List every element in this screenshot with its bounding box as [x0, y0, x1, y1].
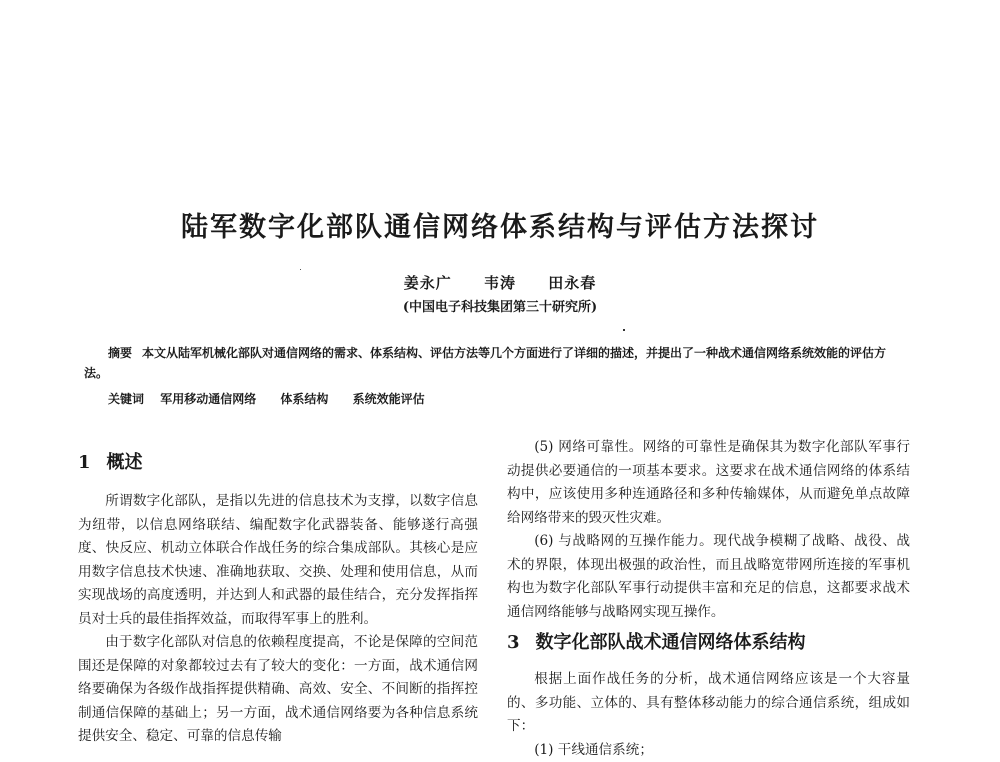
author-name: 姜永广	[404, 274, 452, 292]
paragraph: 根据上面作战任务的分析，战术通信网络应该是一个大容量的、多功能、立体的、具有整体移动能力的综合通信系统，组成如下：	[507, 668, 910, 739]
author-name: 韦涛	[484, 274, 516, 292]
abstract	[84, 343, 910, 383]
paragraph: 所谓数字化部队，是指以先进的信息技术为支撑，以数字信息为纽带，以信息网络联结、编配数字化武器装备、能够遂行高强度、快反应、机动立体联合作战任务的综合集成部队。其核心是应用数字信息技术快速、准确地获取、交换、处理和使用信息，从而实现战场的高度透明，并达到人和武器的最佳结合，充分发挥指挥员对士兵的最佳指挥效益，而取得军事上的胜利。	[78, 490, 478, 631]
abstract-text: 本文从陆军机械化部队对通信网络的需求、体系结构、评估方法等几个方面进行了详细的描述，并提出了一种战术通信网络系统效能的评估方法。	[84, 346, 886, 380]
author-name: 田永春	[548, 274, 596, 292]
keyword: 系统效能评估	[353, 392, 425, 406]
abstract-label: 摘要	[108, 346, 132, 360]
keyword: 军用移动通信网络	[160, 392, 256, 406]
left-column	[78, 450, 478, 749]
paper-title: 陆军数字化部队通信网络体系结构与评估方法探讨	[0, 205, 1000, 244]
affiliation: (中国电子科技集团第三十研究所)	[0, 296, 1000, 315]
section-title: 概述	[107, 452, 143, 473]
scan-speck	[623, 329, 625, 331]
author-list	[0, 272, 1000, 293]
section-1-heading	[78, 450, 478, 476]
keyword: 体系结构	[280, 392, 328, 406]
scan-speck	[300, 269, 301, 270]
section-3-heading	[507, 630, 910, 656]
right-column	[507, 436, 910, 762]
paragraph: (6) 与战略网的互操作能力。现代战争模糊了战略、战役、战术的界限，体现出极强的政治性，而且战略宽带网所连接的军事机构也为数字化部队军事行动提供丰富和充足的信息，这都要求战术通信网络能够与战略网实现互操作。	[507, 530, 910, 624]
list-item: (1) 干线通信系统；	[507, 739, 910, 762]
paragraph: (5) 网络可靠性。网络的可靠性是确保其为数字化部队军事行动提供必要通信的一项基本要求。这要求在战术通信网络的体系结构中，应该使用多种连通路径和多种传输媒体，从而避免单点故障给网络带来的毁灭性灾难。	[507, 436, 910, 530]
paragraph: 由于数字化部队对信息的依赖程度提高，不论是保障的空间范围还是保障的对象都较过去有了较大的变化：一方面，战术通信网络要确保为各级作战指挥提供精确、高效、安全、不间断的指挥控制通信保障的基础上；另一方面，战术通信网络要为各种信息系统提供安全、稳定、可靠的信息传输	[78, 631, 478, 749]
section-title: 数字化部队战术通信网络体系结构	[536, 632, 806, 653]
keywords	[108, 390, 908, 407]
keywords-label: 关键词	[108, 392, 144, 406]
section-number: 1	[78, 452, 91, 473]
section-number: 3	[507, 632, 520, 653]
